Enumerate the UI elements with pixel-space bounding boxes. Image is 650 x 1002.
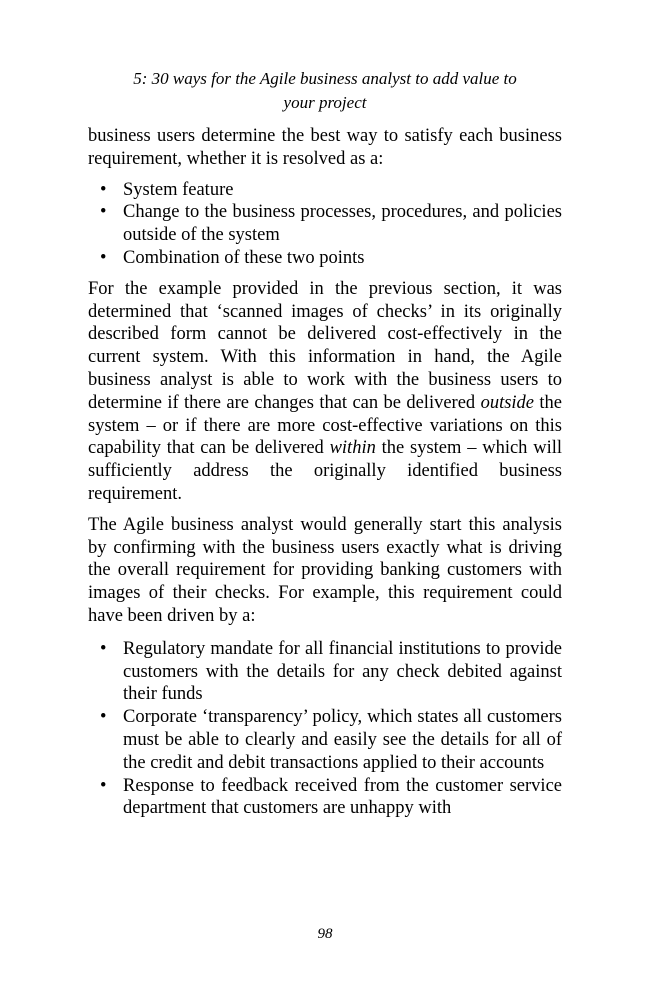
running-header <box>88 67 562 115</box>
list-item: • Regulatory mandate for all financial institutions to provide customers with the details for any check debited against their funds <box>88 638 562 706</box>
running-header-line-2: your project <box>283 93 367 112</box>
analysis-paragraph: The Agile business analyst would generally start this analysis by confirming with the business users exactly what is driving the overall requirement for providing banking customers with images of their checks. For example, this requirement could have been driven by a: <box>88 514 562 626</box>
example-text-2: the system – or if there are more cost-effective variations on this capability that can be delivered <box>88 392 562 459</box>
example-emphasis-within: within <box>329 438 376 459</box>
running-header-line-1: 5: 30 ways for the Agile business analyst to add value to <box>133 69 517 88</box>
intro-paragraph: business users determine the best way to satisfy each business requirement, whether it is resolved as a: <box>88 126 562 169</box>
example-text-3: the system – which will sufficiently address the originally identified business requirement. <box>88 438 562 504</box>
list-item: • Combination of these two points <box>88 247 562 270</box>
list-item: • Change to the business processes, procedures, and policies outside of the system <box>88 201 562 247</box>
page-number: 98 <box>317 926 333 942</box>
page-body <box>88 67 562 828</box>
list-item: • Response to feedback received from the customer service department that customers are unhappy with <box>88 775 562 821</box>
requirement-drivers-list <box>88 638 562 820</box>
example-paragraph <box>88 278 562 506</box>
list-item: • System feature <box>88 179 562 202</box>
example-emphasis-outside: outside <box>480 392 535 413</box>
resolution-options-list <box>88 179 562 270</box>
example-text-1: For the example provided in the previous section, it was determined that ‘scanned images of checks’ in its originally described form cannot be delivered cost-effectively in the current system. With this information in hand, the Agile business analyst is able to work with the business users to determine if there are changes that can be delivered <box>88 278 562 413</box>
list-item: • Corporate ‘transparency’ policy, which states all customers must be able to clearly and easily see the details for all of the credit and debit transactions applied to their accounts <box>88 706 562 774</box>
